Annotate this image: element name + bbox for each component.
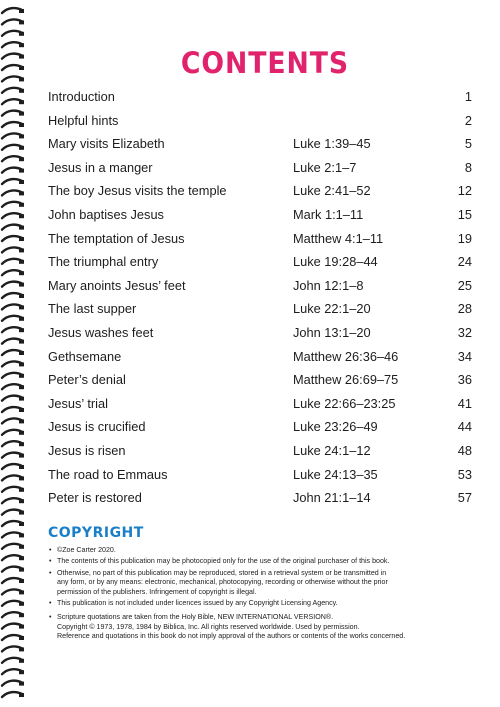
binding-coil <box>2 612 24 617</box>
contents-entry-reference: Matthew 26:69–75 <box>293 372 399 388</box>
contents-entry-reference: Luke 2:41–52 <box>293 183 371 199</box>
binding-coil <box>2 361 24 366</box>
copyright-text-line: • The contents of this publication may be photocopied only for the use of the original purchaser of this book. <box>57 557 390 566</box>
binding-coil <box>2 247 24 252</box>
binding-coil <box>2 555 24 560</box>
binding-coil <box>2 464 24 469</box>
contents-entry-title: The road to Emmaus <box>48 466 168 482</box>
contents-entry-page: 36 <box>457 372 472 388</box>
binding-coil <box>2 510 24 515</box>
spiral-binding-icon <box>0 0 30 707</box>
binding-coil <box>2 681 24 686</box>
binding-coil <box>2 156 24 161</box>
contents-row <box>48 463 472 487</box>
contents-page <box>30 0 500 707</box>
contents-row <box>48 203 472 227</box>
copyright-list <box>48 546 488 644</box>
copyright-heading: COPYRIGHT <box>48 525 144 541</box>
binding-coil <box>2 88 24 93</box>
contents-row <box>48 392 472 416</box>
contents-entry-title: Peter is restored <box>48 490 142 506</box>
binding-coil <box>2 396 24 401</box>
binding-coil <box>2 293 24 298</box>
contents-row <box>48 132 472 156</box>
binding-coil <box>2 225 24 230</box>
binding-coil <box>2 122 24 127</box>
contents-entry-page: 12 <box>457 183 472 199</box>
contents-row <box>48 321 472 345</box>
binding-coil <box>2 475 24 480</box>
binding-coil <box>2 669 24 674</box>
binding-coil <box>2 373 24 378</box>
copyright-text-line: • ©Zoe Carter 2020. <box>57 546 116 554</box>
contents-entry-page: 34 <box>457 348 472 364</box>
binding-coil <box>2 133 24 138</box>
contents-row <box>48 109 472 133</box>
binding-coil <box>2 304 24 309</box>
contents-entry-reference: John 21:1–14 <box>293 490 371 506</box>
binding-coil <box>2 407 24 412</box>
contents-row <box>48 179 472 203</box>
contents-row <box>48 156 472 180</box>
binding-coil <box>2 589 24 594</box>
binding-coil <box>2 441 24 446</box>
copyright-item <box>48 613 488 641</box>
contents-entry-title: Peter’s denial <box>48 372 126 388</box>
contents-entry-page: 32 <box>457 324 472 340</box>
copyright-item <box>48 546 488 555</box>
contents-entry-reference: Luke 24:13–35 <box>293 466 378 482</box>
contents-row <box>48 85 472 109</box>
contents-entry-title: Jesus washes feet <box>48 324 154 340</box>
contents-row <box>48 345 472 369</box>
binding-coil <box>2 65 24 70</box>
contents-entry-page: 24 <box>457 254 472 270</box>
binding-coil <box>2 190 24 195</box>
binding-coil <box>2 624 24 629</box>
contents-entry-reference: Luke 22:1–20 <box>293 301 371 317</box>
contents-entry-title: The last supper <box>48 301 137 317</box>
binding-coil <box>2 453 24 458</box>
contents-entry-title: The triumphal entry <box>48 254 159 270</box>
contents-entry-page: 5 <box>464 136 472 152</box>
copyright-item <box>48 569 488 597</box>
contents-row <box>48 297 472 321</box>
binding-coil <box>2 76 24 81</box>
binding-coil <box>2 692 24 697</box>
copyright-text-line: • Otherwise, no part of this publication may be reproduced, stored in a retrieval system or be transmitted in <box>57 568 387 577</box>
contents-entry-page: 8 <box>464 159 472 175</box>
binding-coil <box>2 31 24 36</box>
copyright-text-line: Reference and quotations in this book do not imply approval of the authors or contents of the works concerned. <box>57 632 406 641</box>
binding-coil <box>2 19 24 24</box>
contents-row <box>48 250 472 274</box>
contents-list <box>48 85 472 510</box>
binding-coil <box>2 327 24 332</box>
contents-entry-reference: Luke 19:28–44 <box>293 254 378 270</box>
contents-entry-reference: Matthew 26:36–46 <box>293 348 399 364</box>
contents-entry-reference: Luke 23:26–49 <box>293 419 378 435</box>
contents-row <box>48 486 472 510</box>
contents-entry-reference: Luke 22:66–23:25 <box>293 395 396 411</box>
contents-entry-page: 48 <box>457 442 472 458</box>
binding-coil <box>2 145 24 150</box>
binding-coil <box>2 259 24 264</box>
contents-entry-title: Mary anoints Jesus’ feet <box>48 277 186 293</box>
binding-coil <box>2 635 24 640</box>
contents-entry-reference: Mark 1:1–11 <box>293 206 364 222</box>
copyright-text-line: • Scripture quotations are taken from the Holy Bible, NEW INTERNATIONAL VERSION®. <box>57 613 334 622</box>
contents-row <box>48 274 472 298</box>
binding-coil <box>2 487 24 492</box>
binding-coil <box>2 111 24 116</box>
contents-entry-title: Jesus is crucified <box>48 419 146 435</box>
contents-row <box>48 227 472 251</box>
binding-coil <box>2 578 24 583</box>
binding-coil <box>2 658 24 663</box>
binding-coil <box>2 282 24 287</box>
binding-coil <box>2 99 24 104</box>
binding-coil <box>2 179 24 184</box>
contents-entry-page: 53 <box>457 466 472 482</box>
contents-entry-title: The temptation of Jesus <box>48 230 185 246</box>
contents-row <box>48 439 472 463</box>
contents-entry-page: 15 <box>457 206 472 222</box>
copyright-item <box>48 557 488 566</box>
contents-entry-page: 57 <box>457 490 472 506</box>
contents-entry-page: 25 <box>457 277 472 293</box>
binding-coil <box>2 601 24 606</box>
contents-entry-title: The boy Jesus visits the temple <box>48 183 227 199</box>
binding-coil <box>2 646 24 651</box>
contents-entry-reference: Luke 24:1–12 <box>293 442 371 458</box>
binding-coil <box>2 8 24 13</box>
contents-entry-reference: Matthew 4:1–11 <box>293 230 384 246</box>
binding-coil <box>2 168 24 173</box>
contents-row <box>48 415 472 439</box>
contents-entry-title: Introduction <box>48 89 115 104</box>
contents-entry-reference: John 12:1–8 <box>293 277 364 293</box>
binding-coil <box>2 350 24 355</box>
binding-coil <box>2 430 24 435</box>
binding-coil <box>2 418 24 423</box>
copyright-item <box>48 599 488 608</box>
contents-entry-page: 28 <box>457 301 472 317</box>
binding-coil <box>2 339 24 344</box>
contents-entry-title: Gethsemane <box>48 348 122 364</box>
binding-coil <box>2 202 24 207</box>
contents-entry-reference: Luke 2:1–7 <box>293 159 357 175</box>
binding-coil <box>2 270 24 275</box>
contents-row <box>48 368 472 392</box>
copyright-text-line: any form, or by any means: electronic, mechanical, photocopying, recording or otherwise without the prior <box>57 578 388 587</box>
page-title: CONTENTS <box>180 46 350 80</box>
contents-entry-title: Jesus is risen <box>48 442 126 458</box>
contents-entry-title: Mary visits Elizabeth <box>48 136 165 152</box>
binding-coil <box>2 521 24 526</box>
binding-coil <box>2 498 24 503</box>
binding-coil <box>2 213 24 218</box>
binding-coil <box>2 54 24 59</box>
copyright-text-line: Copyright © 1973, 1978, 1984 by Biblica, Inc. All rights reserved worldwide. Used by permission. <box>57 622 360 631</box>
contents-entry-page: 41 <box>457 395 472 411</box>
binding-coil <box>2 532 24 537</box>
contents-entry-title: Helpful hints <box>48 112 119 128</box>
contents-entry-title: Jesus’ trial <box>48 395 108 411</box>
contents-entry-reference: Luke 1:39–45 <box>293 136 371 152</box>
copyright-text-line: permission of the publishers. Infringement of copyright is illegal. <box>57 587 257 596</box>
binding-coil <box>2 236 24 241</box>
binding-coil <box>2 316 24 321</box>
contents-entry-page: 19 <box>457 230 472 246</box>
contents-entry-title: Jesus in a manger <box>48 159 153 175</box>
copyright-text-line: • This publication is not included under licences issued by any Copyright Licensing Agency. <box>57 599 338 608</box>
binding-coil <box>2 544 24 549</box>
contents-entry-title: John baptises Jesus <box>48 206 164 222</box>
binding-coil <box>2 384 24 389</box>
contents-entry-page: 2 <box>464 112 472 128</box>
contents-entry-reference: John 13:1–20 <box>293 324 371 340</box>
contents-entry-page: 44 <box>457 419 472 435</box>
binding-coil <box>2 42 24 47</box>
binding-coil <box>2 567 24 572</box>
contents-entry-page: 1 <box>464 89 472 104</box>
